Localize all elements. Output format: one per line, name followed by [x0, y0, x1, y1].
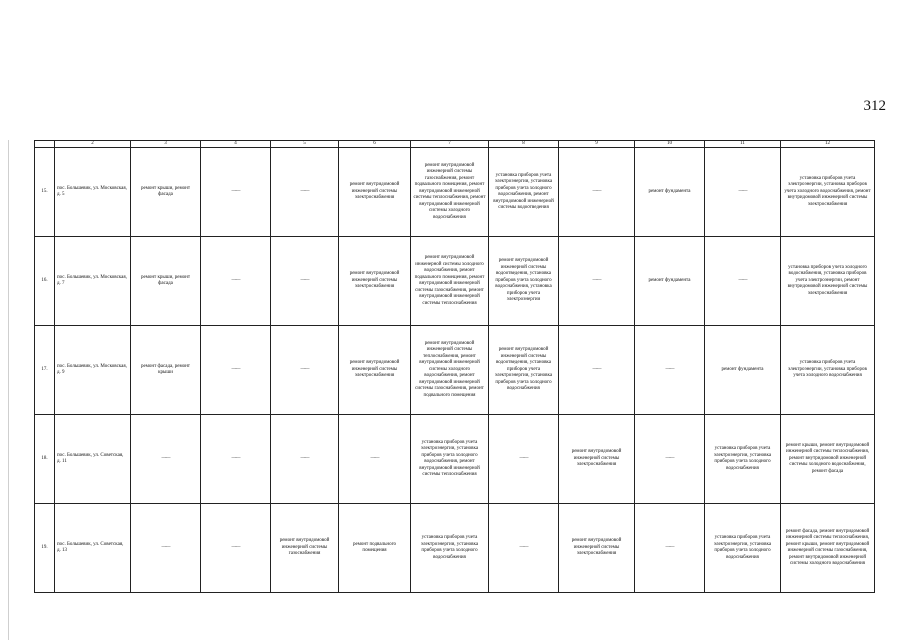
address-cell: пос. Большевик, ул. Советская, д. 11: [55, 415, 131, 504]
repair-schedule-table: [34, 140, 875, 593]
empty-dash-cell: ——: [635, 504, 705, 593]
empty-dash-cell: ——: [271, 415, 339, 504]
column-header: 2: [55, 141, 131, 148]
empty-dash-cell: ——: [339, 415, 411, 504]
work-cell: ремонт внутридомовой инженерной системы водоотведения, установка приборов учета электроэнергии, установка приборов учета холодного водоснабжения: [489, 326, 559, 415]
work-cell: ремонт фундамента: [635, 148, 705, 237]
row-number: 16.: [35, 237, 55, 326]
address-cell: пос. Большевик, ул. Московская, д. 9: [55, 326, 131, 415]
empty-dash-cell: ——: [635, 326, 705, 415]
address-cell: пос. Большевик, ул. Советская, д. 13: [55, 504, 131, 593]
empty-dash-cell: ——: [201, 504, 271, 593]
work-cell: ремонт крыши, ремонт фасада: [131, 148, 201, 237]
table-row: [35, 504, 875, 593]
work-cell: ремонт внутридомовой инженерной системы холодного водоснабжения, ремонт подвального помещения, ремонт внутридомовой инженерной системы газоснабжения, ремонт внутридомовой инженерной системы теплоснабжения: [411, 237, 489, 326]
empty-dash-cell: ——: [201, 237, 271, 326]
column-header: 6: [339, 141, 411, 148]
work-cell: ремонт внутридомовой инженерной системы газоснабжения, ремонт подвального помещения, ремонт внутридомовой инженерной системы теплоснабжения, ремонт внутридомовой инженерной системы холодного водоснабжения: [411, 148, 489, 237]
work-cell: ремонт фундамента: [635, 237, 705, 326]
address-cell: пос. Большевик, ул. Московская, д. 5: [55, 148, 131, 237]
empty-dash-cell: ——: [201, 415, 271, 504]
table-row: [35, 326, 875, 415]
work-cell: ремонт крыши, ремонт фасада: [131, 237, 201, 326]
work-cell: ремонт фундамента: [705, 326, 781, 415]
address-cell: пос. Большевик, ул. Московская, д. 7: [55, 237, 131, 326]
work-cell: ремонт внутридомовой инженерной системы электроснабжения: [559, 415, 635, 504]
empty-dash-cell: ——: [489, 504, 559, 593]
work-cell: ремонт крыши, ремонт внутридомовой инженерной системы теплоснабжения, ремонт внутридомовой инженерной системы холодного водоснабжения, ремонт фасада: [781, 415, 875, 504]
column-header: 5: [271, 141, 339, 148]
page-number: 312: [863, 98, 886, 114]
work-cell: ремонт фасада, ремонт внутридомовой инженерной системы теплоснабжения, ремонт крыши, ремонт внутридомовой инженерной системы газоснабжения, ремонт внутридомовой инженерной системы холодного водоснабжения: [781, 504, 875, 593]
work-cell: установка приборов учета электроэнергии, установка приборов учета холодного водоснабжения: [705, 504, 781, 593]
empty-dash-cell: ——: [705, 237, 781, 326]
empty-dash-cell: ——: [201, 148, 271, 237]
column-header: 4: [201, 141, 271, 148]
row-number: 18.: [35, 415, 55, 504]
empty-dash-cell: ——: [201, 326, 271, 415]
column-header: [35, 141, 55, 148]
column-header: 8: [489, 141, 559, 148]
row-number: 17.: [35, 326, 55, 415]
table-row: [35, 237, 875, 326]
empty-dash-cell: ——: [271, 326, 339, 415]
empty-dash-cell: ——: [131, 504, 201, 593]
work-cell: установка приборов учета электроэнергии, установка приборов учета холодного водоснабжения, ремонт внутридомовой инженерной системы электроснабжения: [781, 148, 875, 237]
work-cell: установка приборов учета холодного водоснабжения, установка приборов учета электроэнергии, ремонт внутридомовой инженерной системы электроснабжения: [781, 237, 875, 326]
column-header: 7: [411, 141, 489, 148]
empty-dash-cell: ——: [489, 415, 559, 504]
work-cell: ремонт внутридомовой инженерной системы электроснабжения: [339, 326, 411, 415]
table-row: [35, 148, 875, 237]
scan-edge-shadow: [8, 140, 9, 640]
work-cell: ремонт внутридомовой инженерной системы электроснабжения: [339, 148, 411, 237]
work-cell: установка приборов учета электроэнергии, установка приборов учета холодного водоснабжения, ремонт внутридомовой инженерной системы водоотведения: [489, 148, 559, 237]
work-cell: ремонт внутридомовой инженерной системы водоотведения, установка приборов учета холодного водоснабжения, установка приборов учета электроэнергии: [489, 237, 559, 326]
column-header: 10: [635, 141, 705, 148]
work-cell: ремонт внутридомовой инженерной системы газоснабжения: [271, 504, 339, 593]
table-header-row: [35, 141, 875, 148]
empty-dash-cell: ——: [271, 237, 339, 326]
empty-dash-cell: ——: [271, 148, 339, 237]
empty-dash-cell: ——: [705, 148, 781, 237]
work-cell: установка приборов учета электроэнергии, установка приборов учета холодного водоснабжения: [705, 415, 781, 504]
work-cell: ремонт внутридомовой инженерной системы теплоснабжения, ремонт внутридомовой инженерной системы холодного водоснабжения, ремонт внутридомовой инженерной системы газоснабжения, ремонт подвального помещения: [411, 326, 489, 415]
column-header: 11: [705, 141, 781, 148]
row-number: 19.: [35, 504, 55, 593]
work-cell: установка приборов учета электроэнергии, установка приборов учета холодного водоснабжения: [781, 326, 875, 415]
empty-dash-cell: ——: [559, 148, 635, 237]
work-cell: ремонт фасада, ремонт крыши: [131, 326, 201, 415]
column-header: 3: [131, 141, 201, 148]
work-cell: ремонт внутридомовой инженерной системы электроснабжения: [339, 237, 411, 326]
row-number: 15.: [35, 148, 55, 237]
column-header: 12: [781, 141, 875, 148]
empty-dash-cell: ——: [559, 237, 635, 326]
work-cell: ремонт подвального помещения: [339, 504, 411, 593]
work-cell: ремонт внутридомовой инженерной системы электроснабжения: [559, 504, 635, 593]
empty-dash-cell: ——: [131, 415, 201, 504]
work-cell: установка приборов учета электроэнергии, установка приборов учета холодного водоснабжения, ремонт внутридомовой инженерной системы теплоснабжения: [411, 415, 489, 504]
column-header: 9: [559, 141, 635, 148]
work-cell: установка приборов учета электроэнергии, установка приборов учета холодного водоснабжения: [411, 504, 489, 593]
empty-dash-cell: ——: [635, 415, 705, 504]
empty-dash-cell: ——: [559, 326, 635, 415]
table-row: [35, 415, 875, 504]
